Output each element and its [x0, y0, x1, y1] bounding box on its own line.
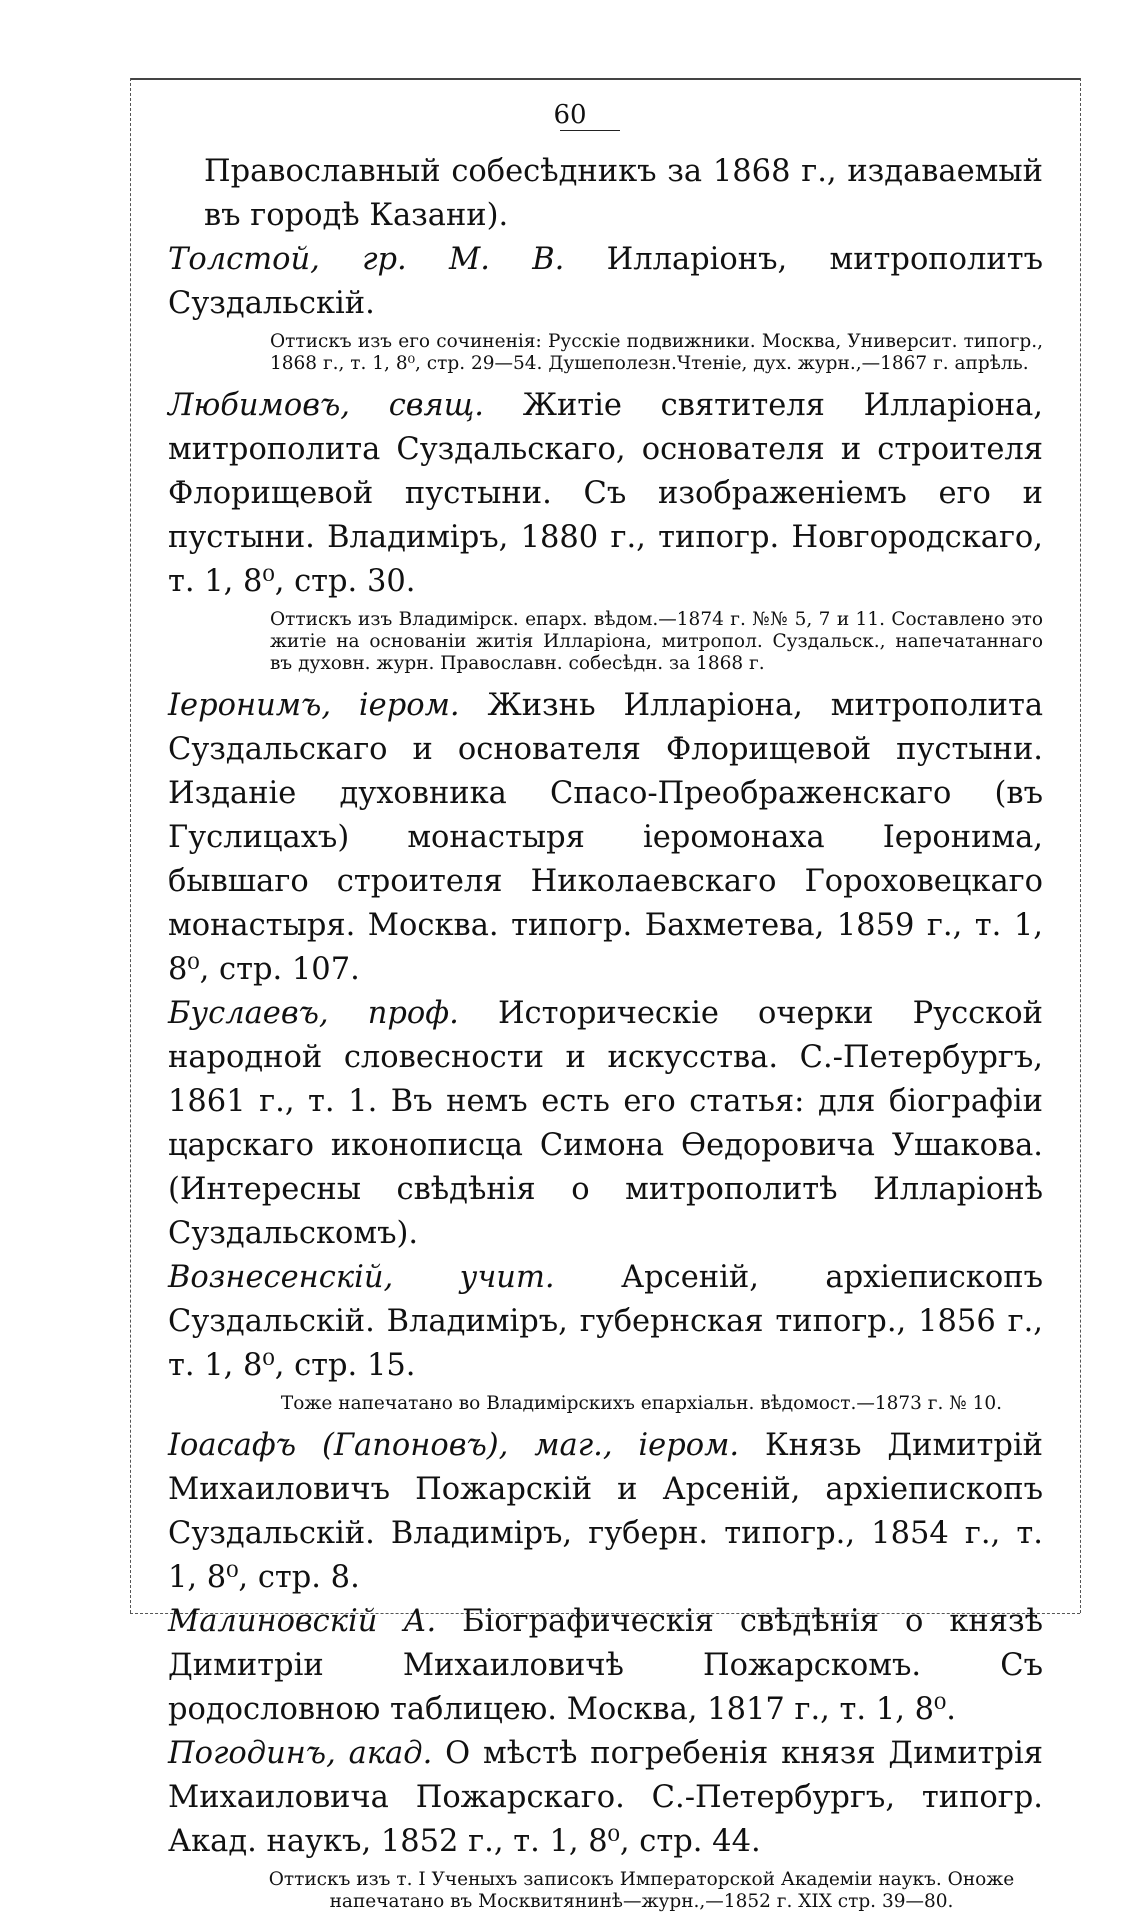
- entry-note: Тоже напечатано во Владимірскихъ епархіальн. вѣдомост.—1873 г. № 10.: [280, 1393, 1003, 1414]
- frame-right-border: [1080, 78, 1081, 1613]
- bibliography-entry: [168, 1600, 1043, 1732]
- entry-author: Іеронимъ, іером.: [168, 688, 460, 723]
- entry-text: Біографическія свѣдѣнія о князѣ Димитріи Михаиловичѣ Пожарскомъ. Съ родословною таблицею. Москва, 1817 г., т. 1, 8⁰.: [168, 1604, 1043, 1727]
- entry-text: Историческіе очерки Русской народной словесности и искусства. С.-Петербургъ, 1861 г., т. 1. Въ немъ есть его статья: для біографіи царскаго иконописца Симона Ѳедоровича Ушакова. (Интересны свѣдѣнія о митрополитѣ Илларіонѣ Суздальскомъ).: [168, 996, 1043, 1251]
- entry-author: Буслаевъ, проф.: [168, 996, 459, 1031]
- bibliography-entry: [168, 1732, 1043, 1864]
- entry-note: Оттискъ изъ его сочиненія: Русскіе подвижники. Москва, Университ. типогр., 1868 г., т. 1, 8⁰, стр. 29—54. Душеполезн.Чтеніе, дух. журн.,—1867 г. апрѣль.: [270, 331, 1043, 374]
- entry-author: Малиновскій А.: [168, 1604, 437, 1639]
- entry-text: Православный собесѣдникъ за 1868 г., издаваемый въ городѣ Казани).: [204, 154, 1043, 233]
- frame-left-border: [130, 78, 131, 1613]
- entry-author: Толстой, гр. М. В.: [168, 242, 565, 277]
- bibliography-entry: [168, 684, 1043, 992]
- bibliography-entry: [168, 1256, 1043, 1388]
- entry-text: О мѣстѣ погребенія князя Димитрія Михаиловича Пожарскаго. С.-Петербургъ, типогр. Акад. наукъ, 1852 г., т. 1, 8⁰, стр. 44.: [168, 1736, 1043, 1859]
- entry-continuation: [168, 150, 1043, 238]
- entry-note: Оттискъ изъ т. I Ученыхъ записокъ Императорской Академіи наукъ. Оноже напечатано въ Москвитянинѣ—журн.,—1852 г. XIX стр. 39—80.: [268, 1869, 1015, 1912]
- entry-note: Оттискъ изъ Владимірск. епарх. вѣдом.—1874 г. №№ 5, 7 и 11. Составлено это житіе на основаніи житія Илларіона, митропол. Суздальск., напечатаннаго въ духовн. журн. Православн. собесѣдн. за 1868 г.: [270, 609, 1043, 674]
- entry-text: Жизнь Илларіона, митрополита Суздальскаго и основателя Флорищевой пустыни. Изданіе духовника Спасо-Преображенскаго (въ Гуслицахъ) монастыря іеромонаха Іеронима, бывшаго строителя Николаевскаго Гороховецкаго монастыря. Москва. типогр. Бахметева, 1859 г., т. 1, 8⁰, стр. 107.: [168, 688, 1043, 987]
- page-number-rule: [560, 130, 620, 131]
- entry-text: Житіе святителя Илларіона, митрополита Суздальскаго, основателя и строителя Флорищевой пустыни. Съ изображеніемъ его и пустыни. Владиміръ, 1880 г., типогр. Новгородскаго, т. 1, 8⁰, стр. 30.: [168, 388, 1044, 599]
- entry-text: Илларіонъ, митрополитъ Суздальскій.: [168, 242, 1043, 321]
- entry-author: Любимовъ, свящ.: [168, 388, 484, 423]
- entry-text: Князь Димитрій Михаиловичъ Пожарскій и Арсеній, архіепископъ Суздальскій. Владиміръ, губерн. типогр., 1854 г., т. 1, 8⁰, стр. 8.: [168, 1428, 1043, 1595]
- bibliography-entry: [168, 384, 1043, 604]
- frame-top-border: [130, 78, 1080, 80]
- bibliography-entry: [168, 238, 1043, 326]
- bibliography-text: [168, 150, 1043, 1922]
- bibliography-entry: [168, 992, 1043, 1256]
- entry-author: Погодинъ, акад.: [168, 1736, 433, 1771]
- page-number: 60: [553, 100, 587, 130]
- entry-text: Арсеній, архіепископъ Суздальскій. Владиміръ, губернская типогр., 1856 г., т. 1, 8⁰, стр. 15.: [168, 1260, 1043, 1383]
- entry-author: Іоасафъ (Гапоновъ), маг., іером.: [168, 1428, 740, 1463]
- bibliography-entry: [168, 1424, 1043, 1600]
- entry-author: Вознесенскій, учит.: [168, 1260, 555, 1295]
